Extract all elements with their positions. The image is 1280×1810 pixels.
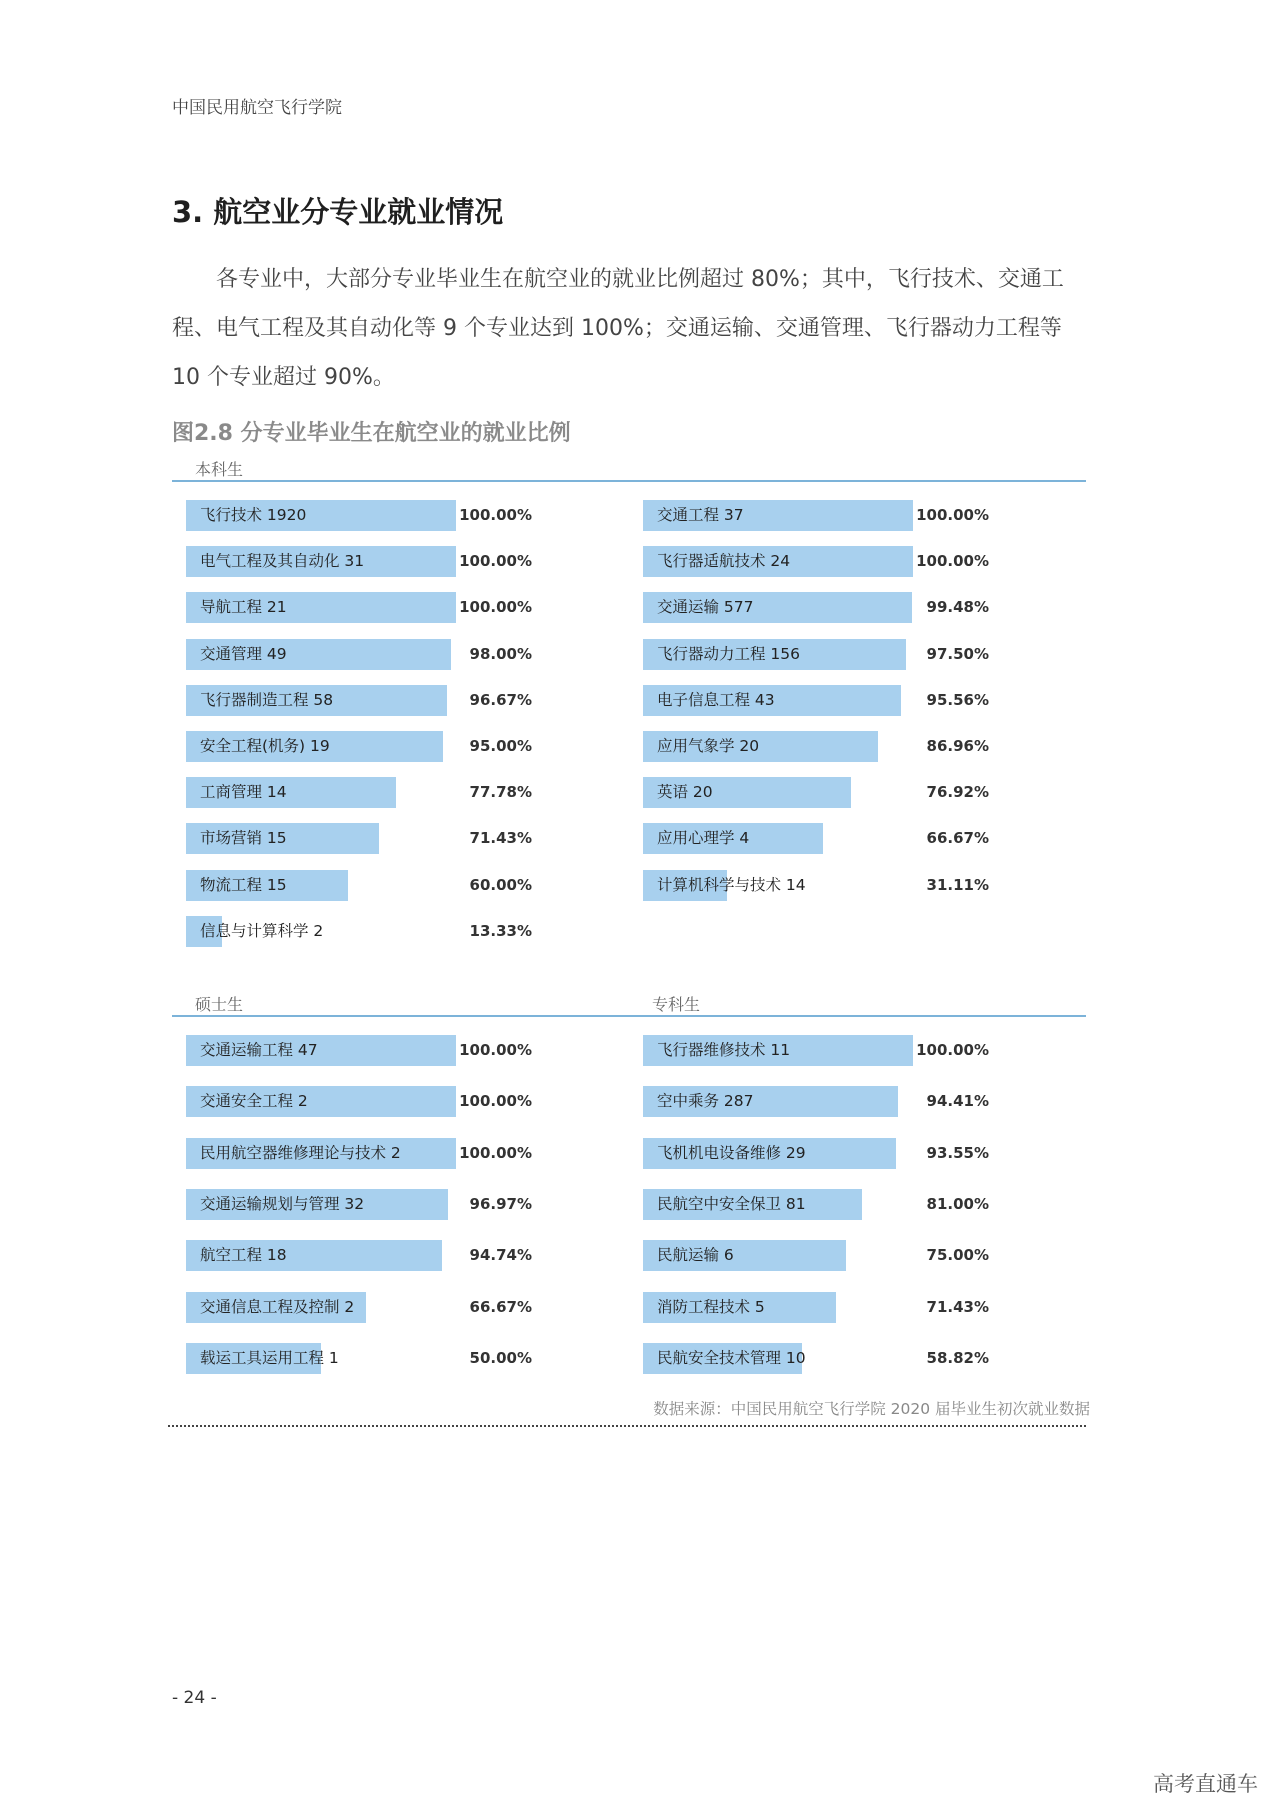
value-label: 77.78% [469,783,532,801]
document-header: 中国民用航空飞行学院 [172,98,342,118]
value-label: 100.00% [459,598,532,616]
value-label: 100.00% [916,506,989,524]
bar-label: 民航运输 6 [657,1246,734,1264]
bar-label: 飞行技术 1920 [200,506,307,524]
value-label: 66.67% [469,1298,532,1316]
value-label: 100.00% [459,506,532,524]
bar-label: 电子信息工程 43 [657,691,775,709]
group-label-undergrad: 本科生 [195,460,244,479]
value-label: 100.00% [916,1041,989,1059]
group-label-college: 专科生 [652,995,701,1014]
bar-label: 应用气象学 20 [657,737,760,755]
group-rule-undergrad [172,480,1086,482]
figure-title: 图2.8 分专业毕业生在航空业的就业比例 [172,421,571,446]
value-label: 13.33% [469,922,532,940]
value-label: 76.92% [926,783,989,801]
bar-label: 导航工程 21 [200,598,287,616]
bar-label: 应用心理学 4 [657,829,750,847]
bar-label: 民航空中安全保卫 81 [657,1195,806,1213]
value-label: 97.50% [926,645,989,663]
data-source: 数据来源：中国民用航空飞行学院 2020 届毕业生初次就业数据 [653,1400,1090,1418]
section-title: 3. 航空业分专业就业情况 [172,195,504,229]
value-label: 93.55% [926,1144,989,1162]
bar-label: 交通工程 37 [657,506,744,524]
bar-label: 交通运输 577 [657,598,754,616]
value-label: 98.00% [469,645,532,663]
bar-label: 交通管理 49 [200,645,287,663]
page-number: - 24 - [172,1688,217,1708]
value-label: 94.41% [926,1092,989,1110]
bar-label: 载运工具运用工程 1 [200,1349,339,1367]
watermark-logo: 高考直通车 [1153,1772,1258,1796]
value-label: 58.82% [926,1349,989,1367]
value-label: 95.00% [469,737,532,755]
value-label: 100.00% [459,1041,532,1059]
value-label: 81.00% [926,1195,989,1213]
bar-label: 信息与计算科学 2 [200,922,324,940]
bar-label: 物流工程 15 [200,876,287,894]
value-label: 31.11% [926,876,989,894]
value-label: 95.56% [926,691,989,709]
value-label: 86.96% [926,737,989,755]
value-label: 71.43% [469,829,532,847]
value-label: 100.00% [459,552,532,570]
value-label: 94.74% [469,1246,532,1264]
paragraph-line-3: 10 个专业超过 90%。 [172,365,395,390]
value-label: 75.00% [926,1246,989,1264]
bar-label: 飞行器制造工程 58 [200,691,334,709]
bar-label: 空中乘务 287 [657,1092,754,1110]
paragraph-line-2: 程、电气工程及其自动化等 9 个专业达到 100%；交通运输、交通管理、飞行器动力工程等 [172,316,1062,341]
bar-label: 工商管理 14 [200,783,287,801]
bar-label: 飞行器适航技术 24 [657,552,791,570]
bar-label: 交通安全工程 2 [200,1092,308,1110]
value-label: 99.48% [926,598,989,616]
bar-label: 交通运输规划与管理 32 [200,1195,365,1213]
bar-label: 计算机科学与技术 14 [657,876,806,894]
value-label: 66.67% [926,829,989,847]
value-label: 60.00% [469,876,532,894]
bar-label: 飞机机电设备维修 29 [657,1144,806,1162]
group-label-master: 硕士生 [195,995,244,1014]
bar-label: 安全工程(机务) 19 [200,737,330,755]
bar-label: 飞行器动力工程 156 [657,645,801,663]
value-label: 71.43% [926,1298,989,1316]
paragraph-line-1: 各专业中，大部分专业毕业生在航空业的就业比例超过 80%；其中，飞行技术、交通工 [216,267,1064,292]
value-label: 100.00% [459,1144,532,1162]
bar-label: 市场营销 15 [200,829,287,847]
bar-label: 民航安全技术管理 10 [657,1349,806,1367]
bar-label: 电气工程及其自动化 31 [200,552,365,570]
bar-label: 民用航空器维修理论与技术 2 [200,1144,401,1162]
dotted-divider [168,1425,1086,1427]
value-label: 50.00% [469,1349,532,1367]
bar-label: 交通运输工程 47 [200,1041,318,1059]
value-label: 100.00% [916,552,989,570]
bar-label: 消防工程技术 5 [657,1298,765,1316]
bar-label: 飞行器维修技术 11 [657,1041,791,1059]
value-label: 96.67% [469,691,532,709]
value-label: 100.00% [459,1092,532,1110]
group-rule-grad [172,1015,1086,1017]
bar-label: 英语 20 [657,783,713,801]
bar-label: 航空工程 18 [200,1246,287,1264]
bar-label: 交通信息工程及控制 2 [200,1298,355,1316]
value-label: 96.97% [469,1195,532,1213]
